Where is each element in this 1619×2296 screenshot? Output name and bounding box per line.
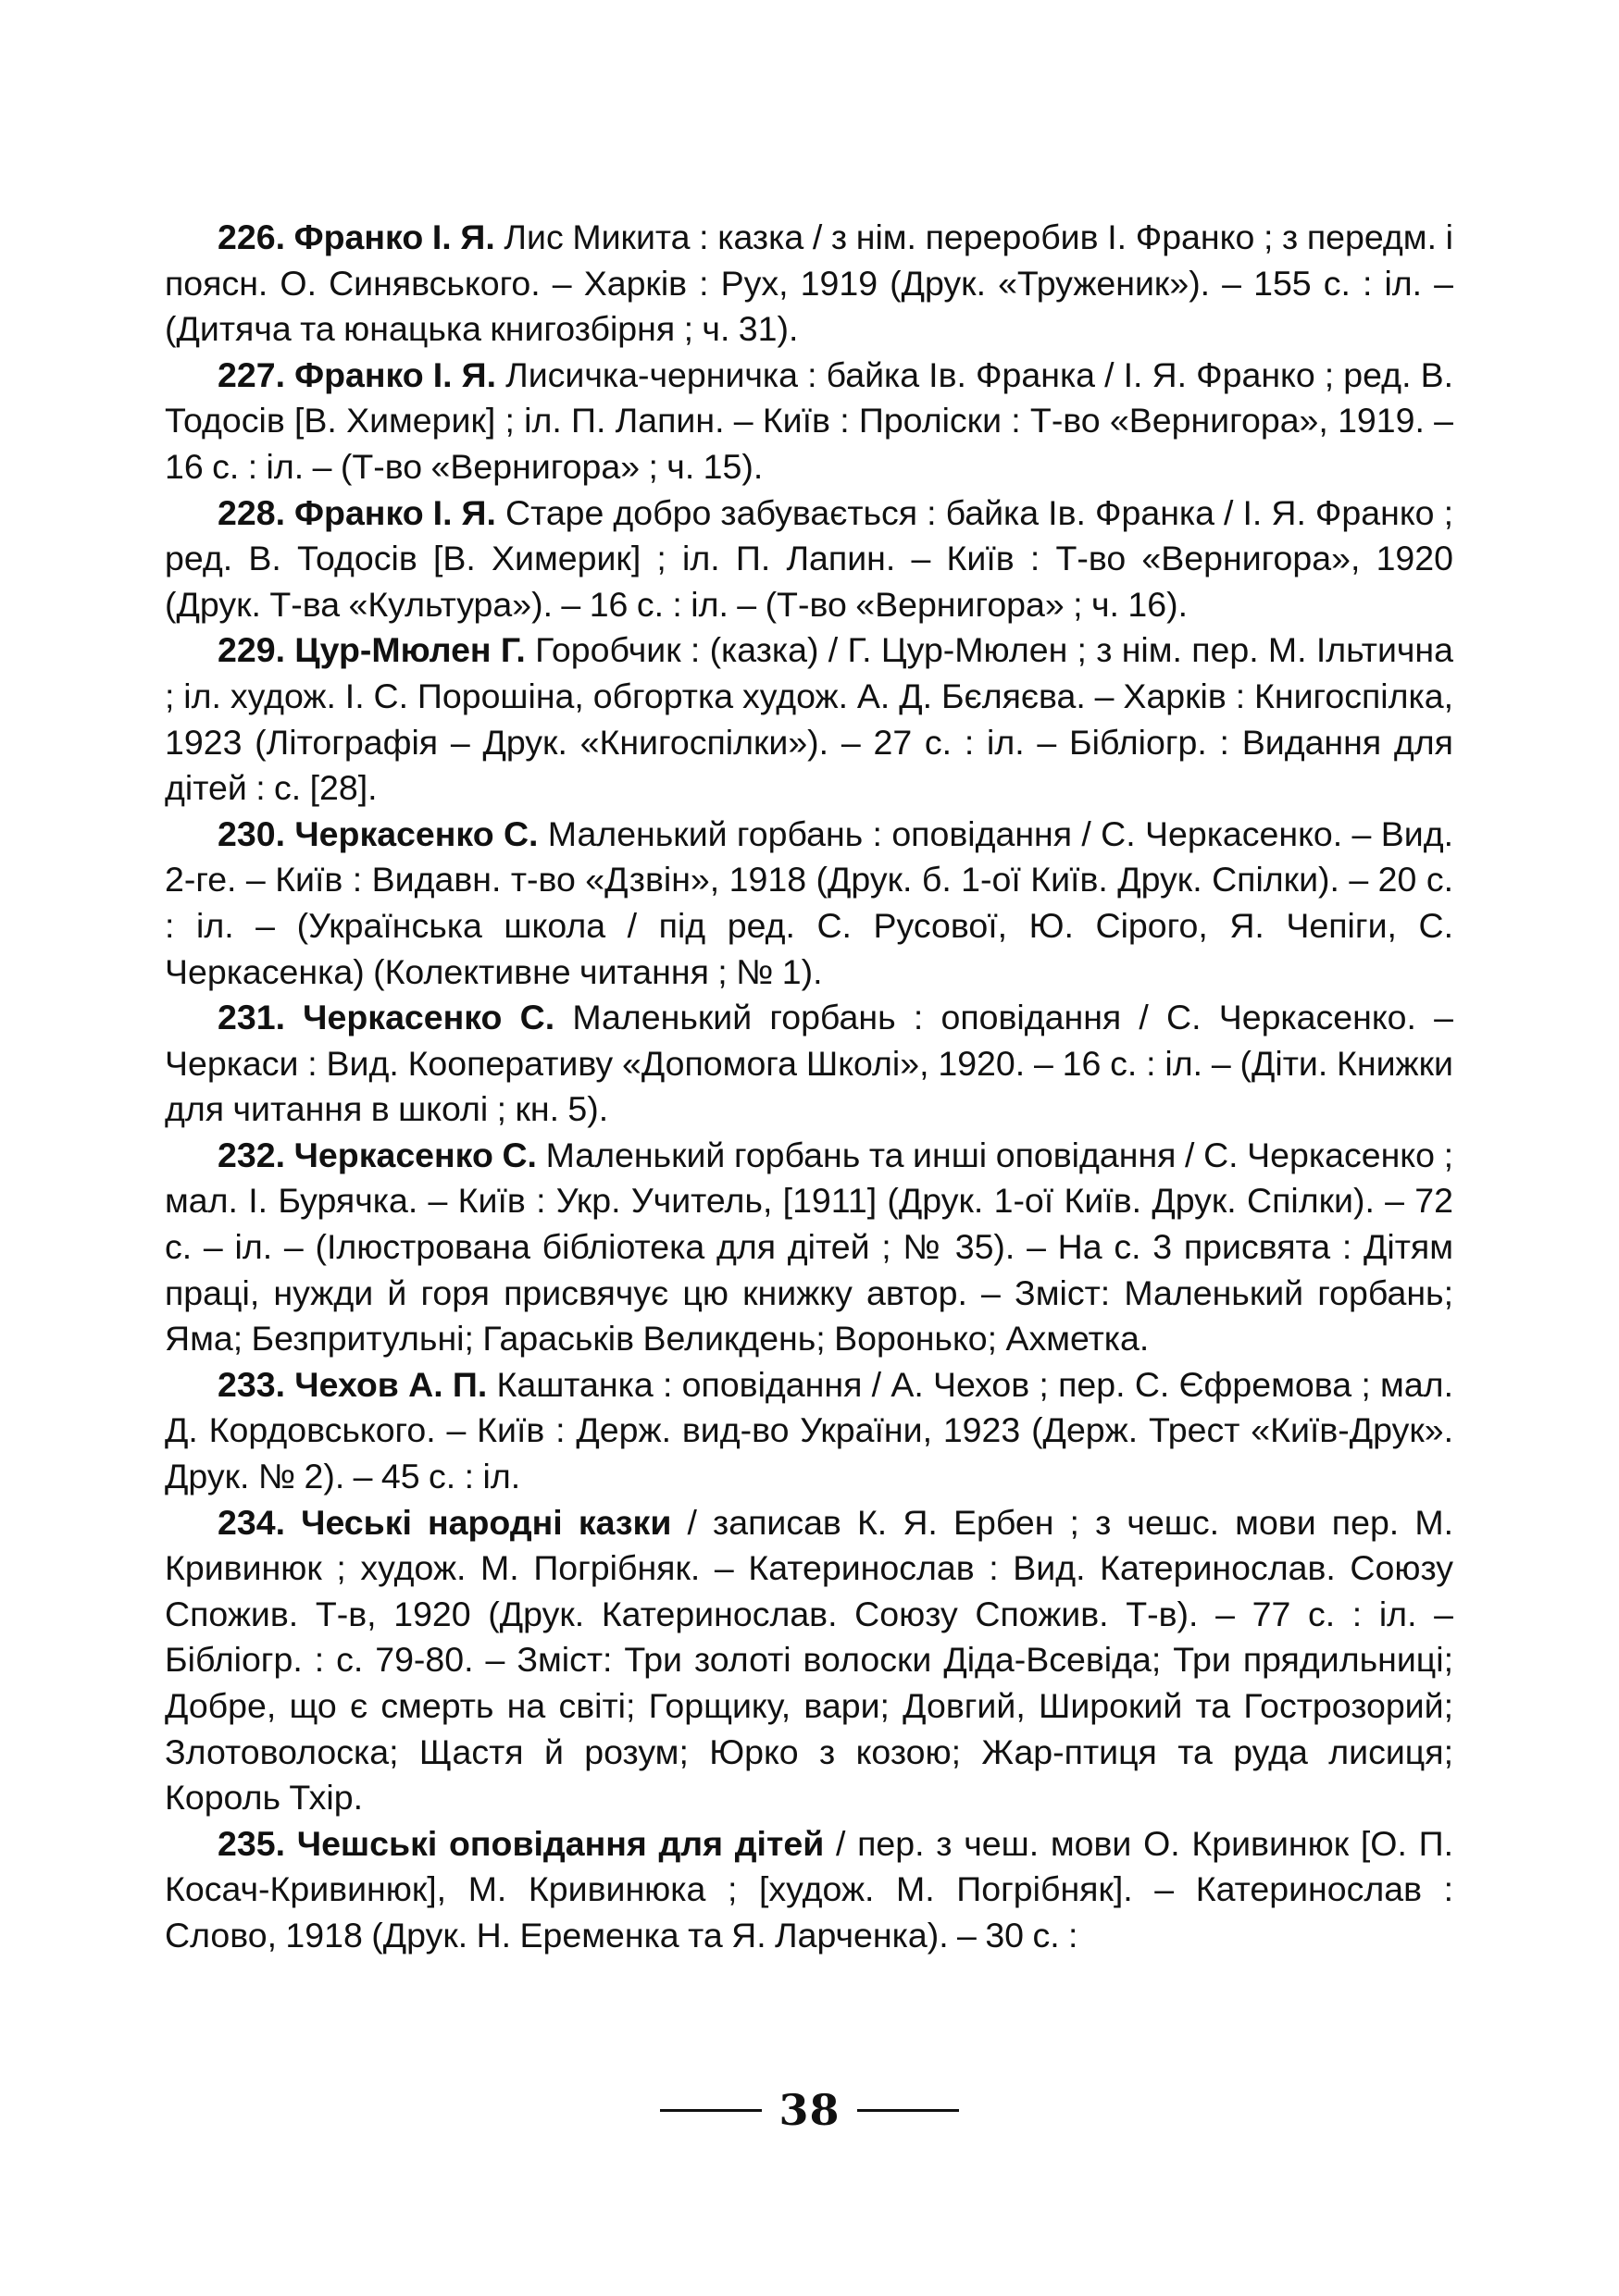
- entry-heading: 226. Франко І. Я.: [218, 217, 495, 256]
- footer-rule-right: [857, 2109, 959, 2112]
- entry-text: Маленький горбань та инші оповідання / С. Черкасенко ; мал. І. Бурячка. – Київ : Укр. Учитель, [1911] (Друк. 1-ої Київ. Друк. Спілки). – 72 с. – іл. – (Ілюстрована бібліотека для дітей ; № 35). – На с. 3 присвята : Дітям праці, нужди й горя присвячує цю книжку автор. – Зміст: Маленький горбань; Яма; Безпритульні; Гараськів Великдень; Воронько; Ахметка.: [165, 1135, 1453, 1359]
- entry-text: Каштанка : оповідання / А. Чехов ; пер. С. Єфремова ; мал. Д. Кордовського. – Київ : Держ. вид-во України, 1923 (Держ. Трест «Київ-Друк». Друк. № 2). – 45 с. : іл.: [165, 1364, 1453, 1496]
- entry-text: Старе добро забувається : байка Ів. Франка / І. Я. Франко ; ред. В. Тодосів [В. Химерик] ; іл. П. Лапин. – Київ : Т-во «Вернигора», 1920 (Друк. Т-ва «Культура»). – 16 с. : іл. – (Т-во «Вернигора» ; ч. 16).: [165, 492, 1453, 624]
- bibliography-entry: [165, 627, 1453, 811]
- bibliography-entry: [165, 1821, 1453, 1959]
- footer-rule-left: [660, 2109, 762, 2112]
- entry-heading: 227. Франко І. Я.: [218, 354, 497, 394]
- entry-text: Маленький горбань : оповідання / С. Черкасенко. – Вид. 2-ге. – Київ : Видавн. т-во «Дзвін», 1918 (Друк. б. 1-ої Київ. Друк. Спілки). – 20 с. : іл. – (Українська школа / під ред. С. Русової, Ю. Сірого, Я. Чепіги, С. Черкасенка) (Колективне читання ; № 1).: [165, 813, 1453, 991]
- entry-heading: 233. Чехов А. П.: [218, 1364, 488, 1404]
- entry-text: / пер. з чеш. мови О. Кривинюк [О. П. Косач-Кривинюк], М. Кривинюка ; [худож. М. Погрібняк]. – Катеринослав : Слово, 1918 (Друк. Н. Еременка та Я. Ларченка). – 30 с. :: [165, 1823, 1453, 1955]
- entry-heading: 234. Чеські народні казки: [218, 1502, 672, 1542]
- entry-heading: 231. Черкасенко С.: [218, 998, 555, 1037]
- entry-text: Лис Микита : казка / з нім. переробив І. Франко ; з передм. і поясн. О. Синявського. – Харків : Рух, 1919 (Друк. «Труженик»). – 155 с. : іл. – (Дитяча та юнацька книгозбірня ; ч. 31).: [165, 217, 1453, 349]
- bibliography-entries: [165, 215, 1453, 1959]
- entry-heading: 235. Чешські оповідання для дітей: [218, 1823, 825, 1863]
- page-number: 38: [778, 2085, 841, 2135]
- entry-heading: 228. Франко І. Я.: [218, 492, 496, 532]
- entry-text: / записав К. Я. Ербен ; з чешс. мови пер. М. Кривинюк ; худож. М. Погрібняк. – Катеринослав : Вид. Катеринослав. Союзу Спожив. Т-в, 1920 (Друк. Катеринослав. Союзу Спожив. Т-в). – 77 с. : іл. – Бібліогр. : с. 79-80. – Зміст: Три золоті волоски Діда-Всевіда; Три прядильниці; Добре, що є смерть на світі; Горщику, вари; Довгий, Широкий та Гострозорий; Злотоволоска; Щастя й розум; Юрко з козою; Жар-птиця та руда лисиця; Король Тхір.: [165, 1502, 1453, 1818]
- bibliography-entry: [165, 1500, 1453, 1821]
- bibliography-entry: [165, 215, 1453, 353]
- page-footer: [0, 2082, 1619, 2138]
- entry-heading: 229. Цур-Мюлен Г.: [218, 630, 526, 670]
- entry-text: Горобчик : (казка) / Г. Цур-Мюлен ; з нім. пер. М. Ільтична ; іл. худож. І. С. Порошіна, обгортка худож. А. Д. Бєляєва. – Харків : Книгоспілка, 1923 (Літографія – Друк. «Книгоспілки»). – 27 с. : іл. – Бібліогр. : Видання для дітей : с. [28].: [165, 630, 1453, 808]
- bibliography-entry: [165, 490, 1453, 628]
- entry-heading: 230. Черкасенко С.: [218, 813, 539, 853]
- bibliography-entry: [165, 1362, 1453, 1500]
- entry-text: Лисичка-черничка : байка Ів. Франка / І. Я. Франко ; ред. В. Тодосів [В. Химерик] ; іл. П. Лапин. – Київ : Проліски : Т-во «Вернигора», 1919. – 16 с. : іл. – (Т-во «Вернигора» ; ч. 15).: [165, 354, 1453, 486]
- bibliography-entry: [165, 995, 1453, 1133]
- bibliography-entry: [165, 812, 1453, 995]
- entry-text: Маленький горбань : оповідання / С. Черкасенко. – Черкаси : Вид. Кооперативу «Допомога Школі», 1920. – 16 с. : іл. – (Діти. Книжки для читання в школі ; кн. 5).: [165, 998, 1453, 1129]
- bibliography-entry: [165, 1133, 1453, 1362]
- bibliography-entry: [165, 353, 1453, 490]
- entry-heading: 232. Черкасенко С.: [218, 1135, 537, 1174]
